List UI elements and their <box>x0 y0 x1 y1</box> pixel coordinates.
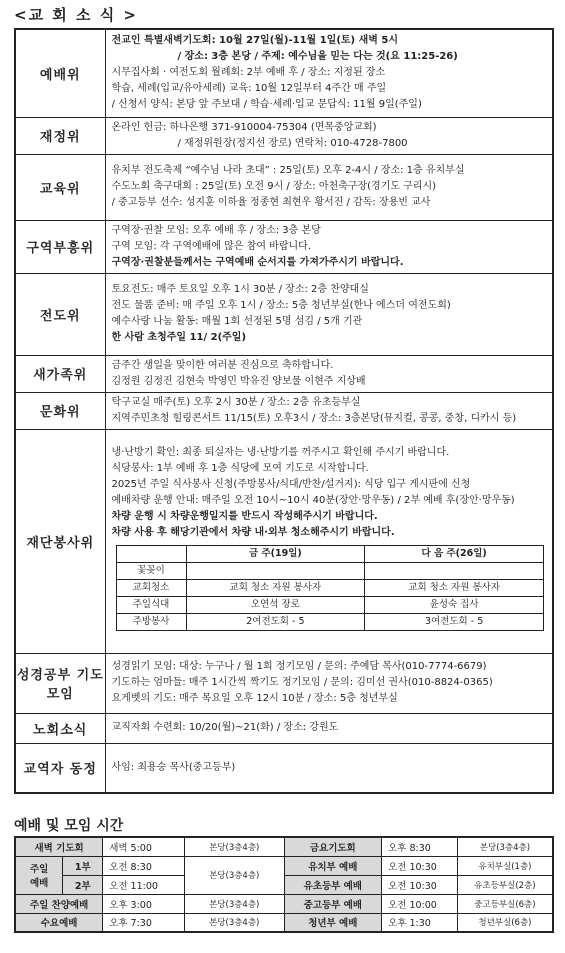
news-line: 전교인 특별새벽기도회: 10월 27일(월)-11월 1일(토) 새벽 5시 <box>111 35 399 47</box>
news-row <box>15 355 553 392</box>
service-place: 본당(3층4층) <box>457 837 553 856</box>
service-place: 청년부실(6층) <box>457 913 553 932</box>
service-name: 유초등부 예배 <box>284 875 382 894</box>
news-line: 차량 운행 시 차량운행일지를 반드시 작성해주시기 바랍니다. <box>111 511 378 522</box>
service-name: 주일 찬양예배 <box>15 894 103 913</box>
news-line: 식당봉사: 1부 예배 후 1층 식당에 모여 기도로 시작합니다. <box>111 463 369 474</box>
category-label: 문화위 <box>15 392 105 429</box>
service-name: 청년부 예배 <box>284 913 382 932</box>
service-place: 본당(3층4층) <box>184 913 284 932</box>
service-name: 금요기도회 <box>284 837 382 856</box>
news-table <box>14 28 554 794</box>
news-line: 구역 모임: 각 구역예배에 많은 참여 바랍니다. <box>111 240 311 252</box>
duty-row <box>116 563 544 580</box>
category-content <box>105 743 553 793</box>
category-content <box>105 117 553 154</box>
service-time: 오전 8:30 <box>103 856 185 875</box>
service-name: 새벽 기도회 <box>15 837 103 856</box>
service-sub: 1부 <box>63 856 103 875</box>
news-line: 냉·난방기 확인: 최종 퇴실자는 냉·난방기를 꺼주시고 확인해 주시기 바랍니다. <box>111 447 450 458</box>
news-line: 금주간 생일을 맞이한 여러분 진심으로 축하합니다. <box>111 359 334 371</box>
duty-this-week-value: 교회 청소 자원 봉사자 <box>186 580 365 597</box>
category-label: 재정위 <box>15 117 105 154</box>
news-line: 김정원 김정진 김현숙 박영민 박유진 양보물 이현주 지상배 <box>111 375 366 387</box>
news-row <box>15 653 553 713</box>
duty-this-week-value <box>186 563 365 580</box>
category-content <box>105 29 553 117</box>
duty-corner <box>116 546 186 563</box>
news-line: 예수사랑 나눔 활동: 매월 1회 선정된 5명 섬김 / 5개 기관 <box>111 316 363 327</box>
news-line: 수도노회 축구대회 : 25일(토) 오전 9시 / 장소: 아천축구장(경기도 구리시) <box>111 181 437 192</box>
news-line: 지역주민초청 힐링콘서트 11/15(토) 오후3시 / 장소: 3층본당(뮤지컬, 콩콩, 중창, 디카시 등) <box>111 412 517 424</box>
duty-row <box>116 597 544 614</box>
news-row <box>15 743 553 793</box>
category-content <box>105 220 553 273</box>
news-line: 기도하는 엄마들: 매주 1시간씩 짝기도 정기모임 / 문의: 김미선 권사(010-8824-0365) <box>111 677 493 688</box>
news-line: / 신청서 양식: 본당 앞 주보대 / 학습·세례·입교 문답식: 11월 9일(주일) <box>111 99 422 111</box>
duty-next-week-value: 교회 청소 자원 봉사자 <box>365 580 544 597</box>
duty-label: 꽃꽂이 <box>116 563 186 580</box>
service-time: 오후 3:00 <box>103 894 185 913</box>
service-sub: 2부 <box>63 875 103 894</box>
service-name: 유치부 예배 <box>284 856 382 875</box>
category-content <box>105 273 553 355</box>
news-line: 학습, 세례(입교/유아세례) 교육: 10월 12일부터 4주간 매 주일 <box>111 83 387 95</box>
service-time: 오전 11:00 <box>103 875 185 894</box>
services-table <box>14 836 554 933</box>
duty-next-week: 다 음 주(26일) <box>365 546 544 563</box>
service-name <box>15 856 63 894</box>
service-row <box>15 856 553 875</box>
category-label: 교역자 동정 <box>15 743 105 793</box>
service-name: 수요예배 <box>15 913 103 932</box>
duty-next-week-value: 윤성숙 집사 <box>365 597 544 614</box>
service-place: 본당(3층4층) <box>184 894 284 913</box>
news-row <box>15 29 553 117</box>
duty-row <box>116 580 544 597</box>
news-line: 토요전도: 매주 토요일 오후 1시 30분 / 장소: 2층 찬양대실 <box>111 284 369 295</box>
service-place: 본당(3층4층) <box>184 837 284 856</box>
news-row <box>15 117 553 154</box>
services-title: 예배 및 모임 시간 <box>14 818 124 834</box>
duty-this-week-value: 2여전도회 - 5 <box>186 614 365 631</box>
news-line: 탁구교실 매주(토) 오후 2시 30분 / 장소: 2층 유초등부실 <box>111 396 361 408</box>
service-time: 오후 1:30 <box>382 913 458 932</box>
service-place: 본당(3층4층) <box>184 856 284 894</box>
category-content <box>105 392 553 429</box>
news-line: 한 사람 초청주일 11/ 2(주일) <box>111 332 247 343</box>
category-content <box>105 355 553 392</box>
service-row <box>15 913 553 932</box>
category-label: 예배위 <box>15 29 105 117</box>
news-row <box>15 713 553 743</box>
news-line: 성경읽기 모임: 대상: 누구나 / 월 1회 정기모임 / 문의: 주예담 목사(010-7774-6679) <box>111 661 487 672</box>
news-line: 사임: 최용승 목사(중고등부) <box>111 761 236 773</box>
service-row <box>15 875 553 894</box>
page-title: <교 회 소 식 > <box>14 6 138 24</box>
news-line: 구역장·권찰분들께서는 구역예배 순서지를 가져가주시기 바랍니다. <box>111 256 404 268</box>
service-time: 오전 10:30 <box>382 875 458 894</box>
category-label: 재단봉사위 <box>15 429 105 653</box>
news-line: 온라인 헌금: 하나은행 371-910004-75304 (면목중앙교회) <box>111 121 377 133</box>
category-content <box>105 713 553 743</box>
service-place: 유치부실(1층) <box>457 856 553 875</box>
category-content <box>105 429 553 653</box>
service-time: 오후 7:30 <box>103 913 185 932</box>
news-row <box>15 220 553 273</box>
category-content <box>105 653 553 713</box>
news-line: 시무집사회 · 여전도회 월례회: 2부 예배 후 / 장소: 지정된 장소 <box>111 67 386 79</box>
news-line: / 중고등부 선수: 성지훈 이하율 정종현 최현우 황서진 / 감독: 장용빈 교사 <box>111 197 431 208</box>
news-row <box>15 429 553 653</box>
news-line: 차량 사용 후 해당기관에서 차량 내·외부 청소해주시기 바랍니다. <box>111 527 395 538</box>
duty-header-row <box>116 546 544 563</box>
news-line: 전도 물품 준비: 매 주일 오후 1시 / 장소: 5층 청년부실(한나 에스더 여전도회) <box>111 300 451 311</box>
duty-next-week-value <box>365 563 544 580</box>
news-line: 2025년 주일 식사봉사 신청(주방봉사/식대/반찬/설거지): 식당 입구 게시판에 신청 <box>111 479 471 490</box>
duty-label: 교회청소 <box>116 580 186 597</box>
category-label: 전도위 <box>15 273 105 355</box>
category-content <box>105 154 553 220</box>
service-place: 중고등부실(6층) <box>457 894 553 913</box>
news-line: / 재정위원장(정지선 장로) 연락처: 010-4728-7800 <box>177 137 408 149</box>
category-label: 노회소식 <box>15 713 105 743</box>
duty-label: 주방봉사 <box>116 614 186 631</box>
news-line: 교직자회 수련회: 10/20(월)~21(화) / 장소: 강원도 <box>111 722 339 733</box>
news-line: 예배차량 운행 안내: 매주일 오전 10시~10시 40분(장안·망우동) / 2부 예배 후(장안·망우동) <box>111 495 515 506</box>
service-name: 중고등부 예배 <box>284 894 382 913</box>
category-label: 구역부흥위 <box>15 220 105 273</box>
duty-table-wrap <box>112 541 547 637</box>
news-row <box>15 392 553 429</box>
service-time: 오전 10:00 <box>382 894 458 913</box>
news-line: 구역장·권찰 모임: 오후 예배 후 / 장소: 3층 본당 <box>111 224 321 236</box>
duty-label: 주일식대 <box>116 597 186 614</box>
service-place: 유초등부실(2층) <box>457 875 553 894</box>
service-name-line: 예배 <box>29 878 49 889</box>
category-label: 성경공부 기도모임 <box>15 653 105 713</box>
category-label: 교육위 <box>15 154 105 220</box>
duty-this-week-value: 오연석 장로 <box>186 597 365 614</box>
service-time: 오전 10:30 <box>382 856 458 875</box>
service-name-line: 주일 <box>29 864 49 875</box>
duty-this-week: 금 주(19일) <box>186 546 365 563</box>
news-line: / 장소: 3층 본당 / 주제: 예수님을 믿는 다는 것(요 11:25-26) <box>177 51 458 63</box>
service-row <box>15 837 553 856</box>
news-line: 유치부 전도축제 “예수님 나라 초대” : 25일(토) 오후 2-4시 / 장소: 1층 유치부실 <box>111 165 465 176</box>
news-row <box>15 154 553 220</box>
service-time: 오후 8:30 <box>382 837 458 856</box>
news-row <box>15 273 553 355</box>
news-line: 요게벳의 기도: 매주 목요일 오후 12시 10분 / 장소: 5층 청년부실 <box>111 693 398 704</box>
duty-row <box>116 614 544 631</box>
duty-table <box>116 545 545 631</box>
category-label: 새가족위 <box>15 355 105 392</box>
service-row <box>15 894 553 913</box>
service-time: 새벽 5:00 <box>103 837 185 856</box>
duty-next-week-value: 3여전도회 - 5 <box>365 614 544 631</box>
